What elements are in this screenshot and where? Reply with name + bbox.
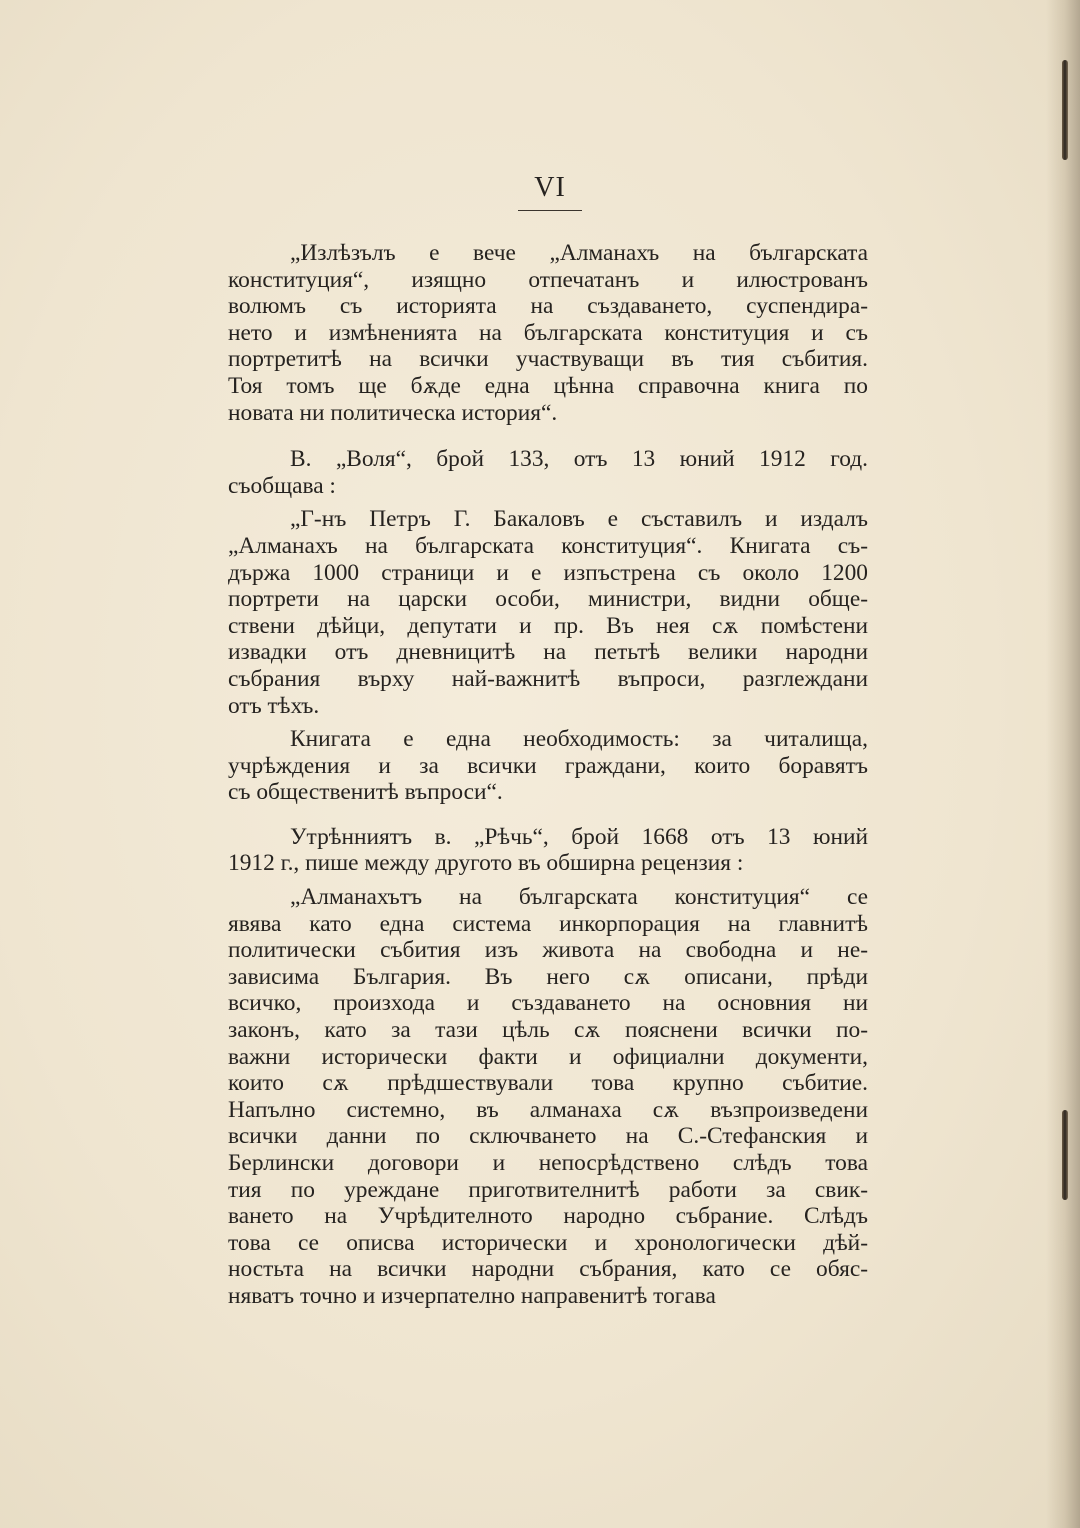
text-line: волюмъ съ историята на създаването, суспендира- (228, 293, 868, 320)
text-line: „Алманахъ на българската конституция“. Книгата съ- (228, 532, 868, 559)
text-line: нето и измѣненията на българската конституция и съ (228, 319, 868, 346)
text-line: важни исторически факти и официални документи, (228, 1043, 868, 1070)
page-number-rule (518, 210, 582, 211)
text-line: тия по уреждане приготвителнитѣ работи за свик- (228, 1176, 868, 1203)
paragraph-volya-conclusion (228, 726, 868, 806)
text-line: „Г-нъ Петръ Г. Бакаловъ е съставилъ и издалъ (290, 506, 868, 533)
text-line: събрания върху най-важнитѣ въпроси, разглеждани (228, 665, 868, 692)
text-line: „Алманахътъ на българската конституция“ се (290, 884, 868, 911)
text-line: съобщава : (228, 472, 336, 499)
text-line: ствени дѣйци, депутати и пр. Въ нея сѫ помѣстени (228, 612, 868, 639)
text-line: държа 1000 страници и е изпъстрена съ около 1200 (228, 559, 868, 586)
text-line: явява като една система инкорпорация на главнитѣ (228, 910, 868, 937)
text-line: В. „Воля“, брой 133, отъ 13 юний 1912 год. (290, 446, 868, 473)
text-line: които сѫ прѣдшествували това крупно събитие. (228, 1070, 868, 1097)
text-line: няватъ точно и изчерпателно направенитѣ тогава (228, 1282, 716, 1309)
page-binding-shadow (1046, 0, 1080, 1528)
text-line: Утрѣнниятъ в. „Рѣчь“, брой 1668 отъ 13 юний (290, 823, 868, 850)
text-line: ването на Учрѣдителното народно събрание. Слѣдъ (228, 1203, 868, 1230)
staple-top (1062, 60, 1068, 160)
text-line: Напълно системно, въ алманаха сѫ възпроизведени (228, 1096, 868, 1123)
text-line: „Излѣзълъ е вече „Алманахъ на българската (290, 240, 868, 266)
text-line: законъ, като за тази цѣль сѫ пояснени всички по- (228, 1017, 868, 1044)
paragraph-rech-intro (228, 824, 868, 877)
paragraph-volya-intro (228, 446, 868, 499)
text-line: Тоя томъ ще бѫде една цѣнна справочна книга по (228, 372, 868, 399)
text-line: съ общественитѣ въпроси“. (228, 779, 503, 806)
text-line: новата ни политическа история“. (228, 399, 558, 426)
text-line: отъ тѣхъ. (228, 692, 320, 719)
text-line: портрети на царски особи, министри, видни обще- (228, 586, 868, 613)
text-line: извадки отъ дневницитѣ на петьтѣ велики народни (228, 639, 868, 666)
text-line: учрѣждения и за всички граждани, които боравятъ (228, 752, 868, 779)
text-line: зависима България. Въ него сѫ описани, прѣди (228, 963, 868, 990)
paragraph-almanac-announcement (228, 240, 868, 426)
text-line: това се описва исторически и хронологически дѣй- (228, 1229, 868, 1256)
page-number: VI (534, 172, 566, 203)
text-line: 1912 г., пише между другото въ обширна рецензия : (228, 850, 744, 877)
body-text (228, 240, 868, 1310)
text-line: Книгата е една необходимость: за читалища, (290, 726, 868, 753)
staple-bottom (1062, 1110, 1068, 1200)
text-line: всичко, произхода и създаването на основния ни (228, 990, 868, 1017)
text-line: Берлински договори и непосрѣдствено слѣдъ това (228, 1150, 868, 1176)
text-line: всички данни по сключването на С.-Стефанския и (228, 1123, 868, 1150)
text-line: конституция“, изящно отпечатанъ и илюстрованъ (228, 266, 868, 293)
paragraph-volya-quote (228, 506, 868, 719)
paragraph-rech-review (228, 884, 868, 1310)
text-line: ностьта на всички народни събрания, като се обяс- (228, 1256, 868, 1283)
text-line: портретитѣ на всички участвуващи въ тия събития. (228, 346, 868, 373)
text-line: политически събития изъ живота на свободна и не- (228, 937, 868, 964)
